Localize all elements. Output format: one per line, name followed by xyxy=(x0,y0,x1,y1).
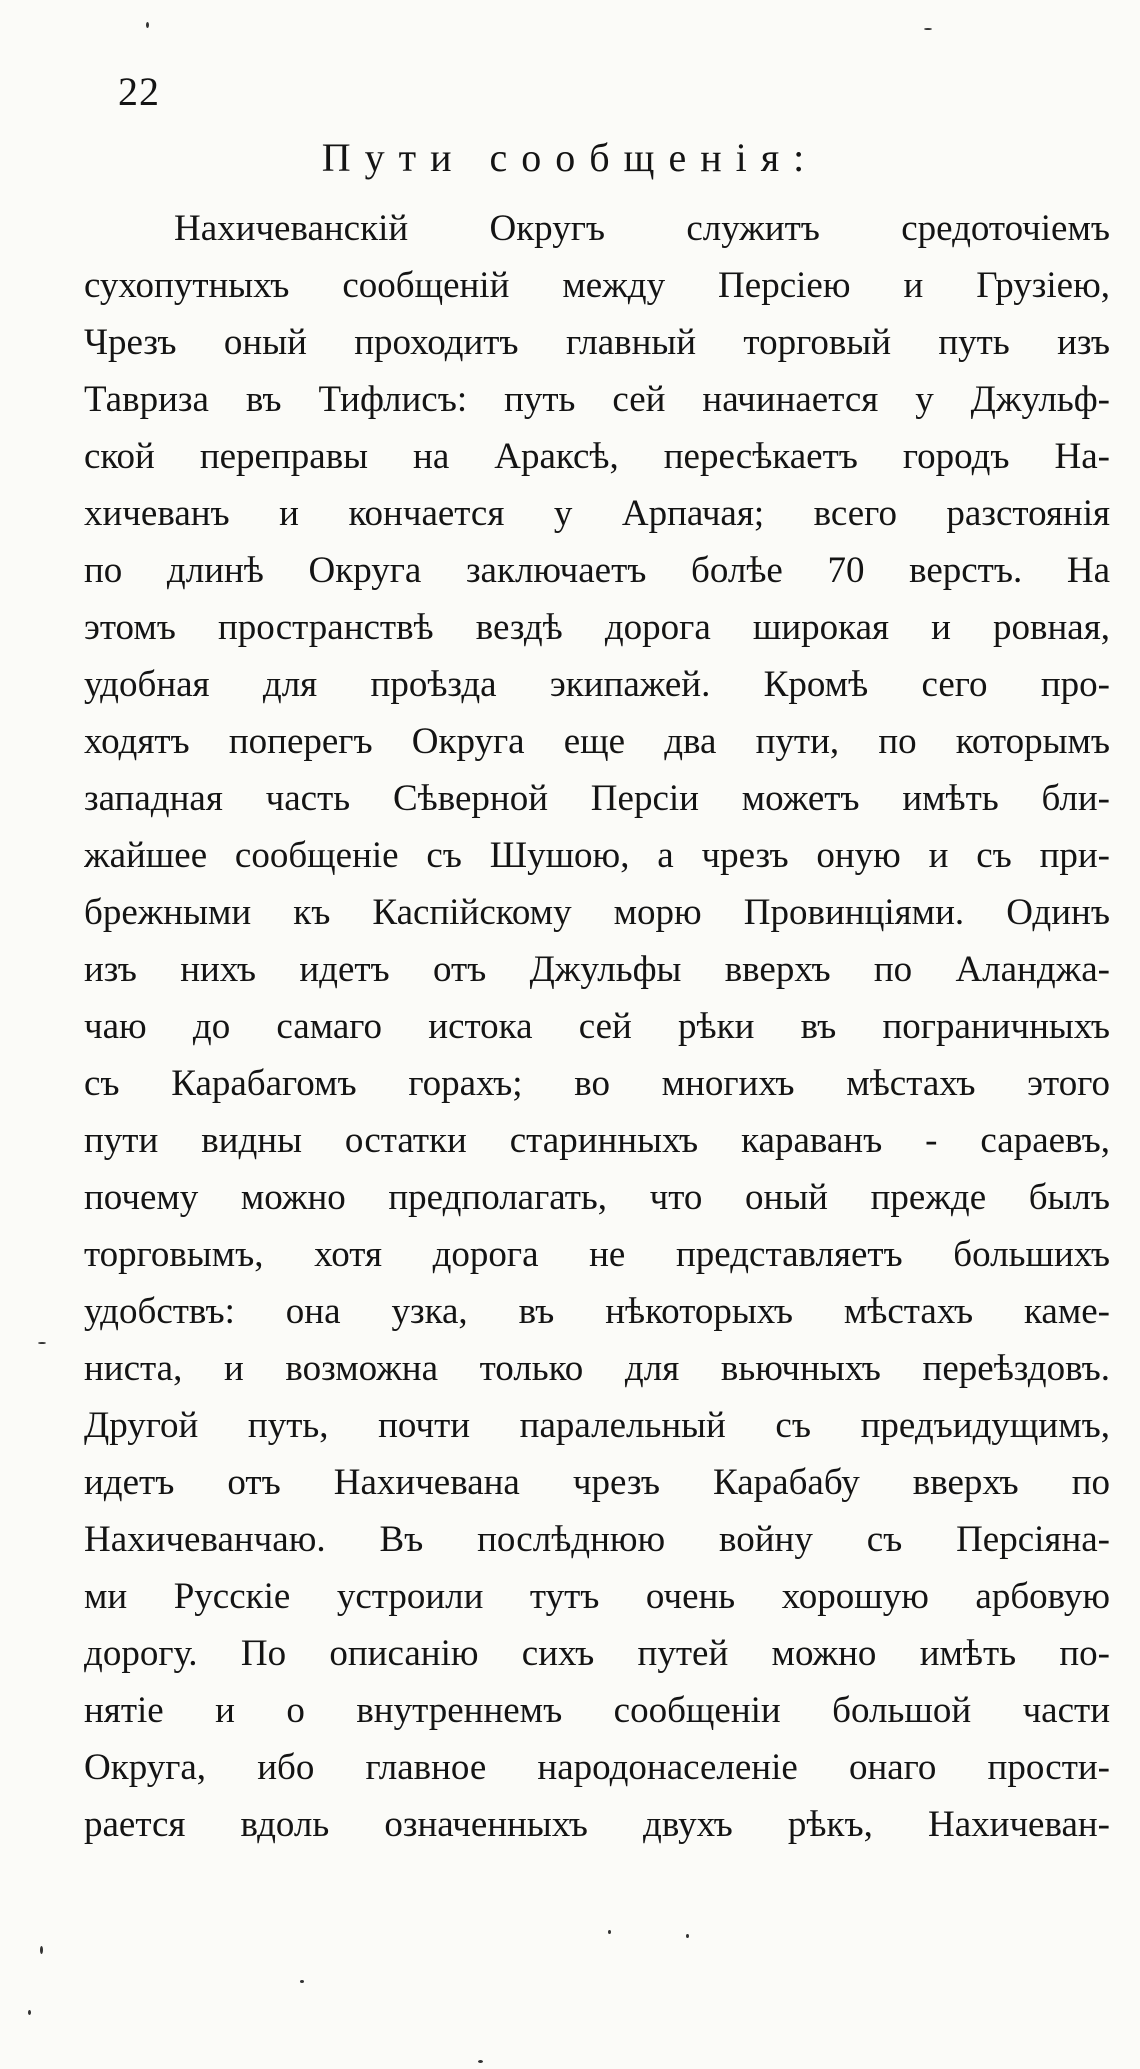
text-line: ходятъ поперегъ Округа еще два пути, по которымъ xyxy=(84,721,1110,762)
text-line: Чрезъ оный проходитъ главный торговый путь изъ xyxy=(84,322,1110,363)
text-line: удобствъ: она узка, въ нѣкоторыхъ мѣстахъ каме- xyxy=(84,1291,1110,1332)
paper-speck xyxy=(40,1946,43,1954)
page-number: 22 xyxy=(118,69,160,114)
paper-speck xyxy=(686,1934,689,1938)
text-line: хичеванъ и кончается у Арпачая; всего разстоянія xyxy=(84,493,1110,534)
text-line: этомъ пространствѣ вездѣ дорога широкая и ровная, xyxy=(84,607,1110,648)
text-line: почему можно предполагать, что оный прежде былъ xyxy=(84,1177,1110,1218)
text-line: брежными къ Каспійскому морю Провинціями. Одинъ xyxy=(84,892,1110,933)
text-line: Округа, ибо главное народонаселеніе онаго прости- xyxy=(84,1747,1110,1788)
text-line: ниста, и возможна только для вьючныхъ переѣздовъ. xyxy=(84,1348,1110,1389)
text-line: Другой путь, почти паралельный съ предъидущимъ, xyxy=(84,1405,1110,1446)
text-line: дорогу. По описанію сихъ путей можно имѣть по- xyxy=(84,1633,1110,1674)
text-line: удобная для проѣзда экипажей. Кромѣ сего про- xyxy=(84,664,1110,705)
text-line: нятіе и о внутреннемъ сообщеніи большой части xyxy=(84,1690,1110,1731)
paper-speck xyxy=(38,1342,46,1344)
body-text xyxy=(84,200,1110,1853)
text-line: по длинѣ Округа заключаетъ болѣе 70 верстъ. На xyxy=(84,550,1110,591)
text-line: западная часть Сѣверной Персіи можетъ имѣть бли- xyxy=(84,778,1110,819)
text-line: идетъ отъ Нахичевана чрезъ Карабабу вверхъ по xyxy=(84,1462,1110,1503)
paper-speck xyxy=(28,2010,31,2015)
text-line: чаю до самаго истока сей рѣки въ пограничныхъ xyxy=(84,1006,1110,1047)
text-line: ской переправы на Араксѣ, пересѣкаетъ городъ На- xyxy=(84,436,1110,477)
paper-speck xyxy=(478,2060,483,2063)
text-line: Нахичеванчаю. Въ послѣднюю войну съ Персіяна- xyxy=(84,1519,1110,1560)
paper-speck xyxy=(924,28,932,30)
text-line: жайшее сообщеніе съ Шушою, а чрезъ оную и съ при- xyxy=(84,835,1110,876)
paper-speck xyxy=(608,1930,611,1934)
text-line: сухопутныхъ сообщеній между Персіею и Грузіею, xyxy=(84,265,1110,306)
text-line: рается вдоль означенныхъ двухъ рѣкъ, Нахичеван- xyxy=(84,1804,1110,1845)
section-heading: Пути сообщенія: xyxy=(321,135,819,180)
text-line: Тавриза въ Тифлисъ: путь сей начинается у Джульф- xyxy=(84,379,1110,420)
text-line: ми Русскіе устроили тутъ очень хорошую арбовую xyxy=(84,1576,1110,1617)
text-line: пути видны остатки старинныхъ караванъ - сараевъ, xyxy=(84,1120,1110,1161)
text-line: торговымъ, хотя дорога не представляетъ большихъ xyxy=(84,1234,1110,1275)
text-line: изъ нихъ идетъ отъ Джульфы вверхъ по Аланджа- xyxy=(84,949,1110,990)
text-line: съ Карабагомъ горахъ; во многихъ мѣстахъ этого xyxy=(84,1063,1110,1104)
paper-speck xyxy=(300,1980,304,1983)
text-line: Нахичеванскій Округъ служитъ средоточіемъ xyxy=(174,208,1110,249)
paper-speck xyxy=(146,22,149,28)
